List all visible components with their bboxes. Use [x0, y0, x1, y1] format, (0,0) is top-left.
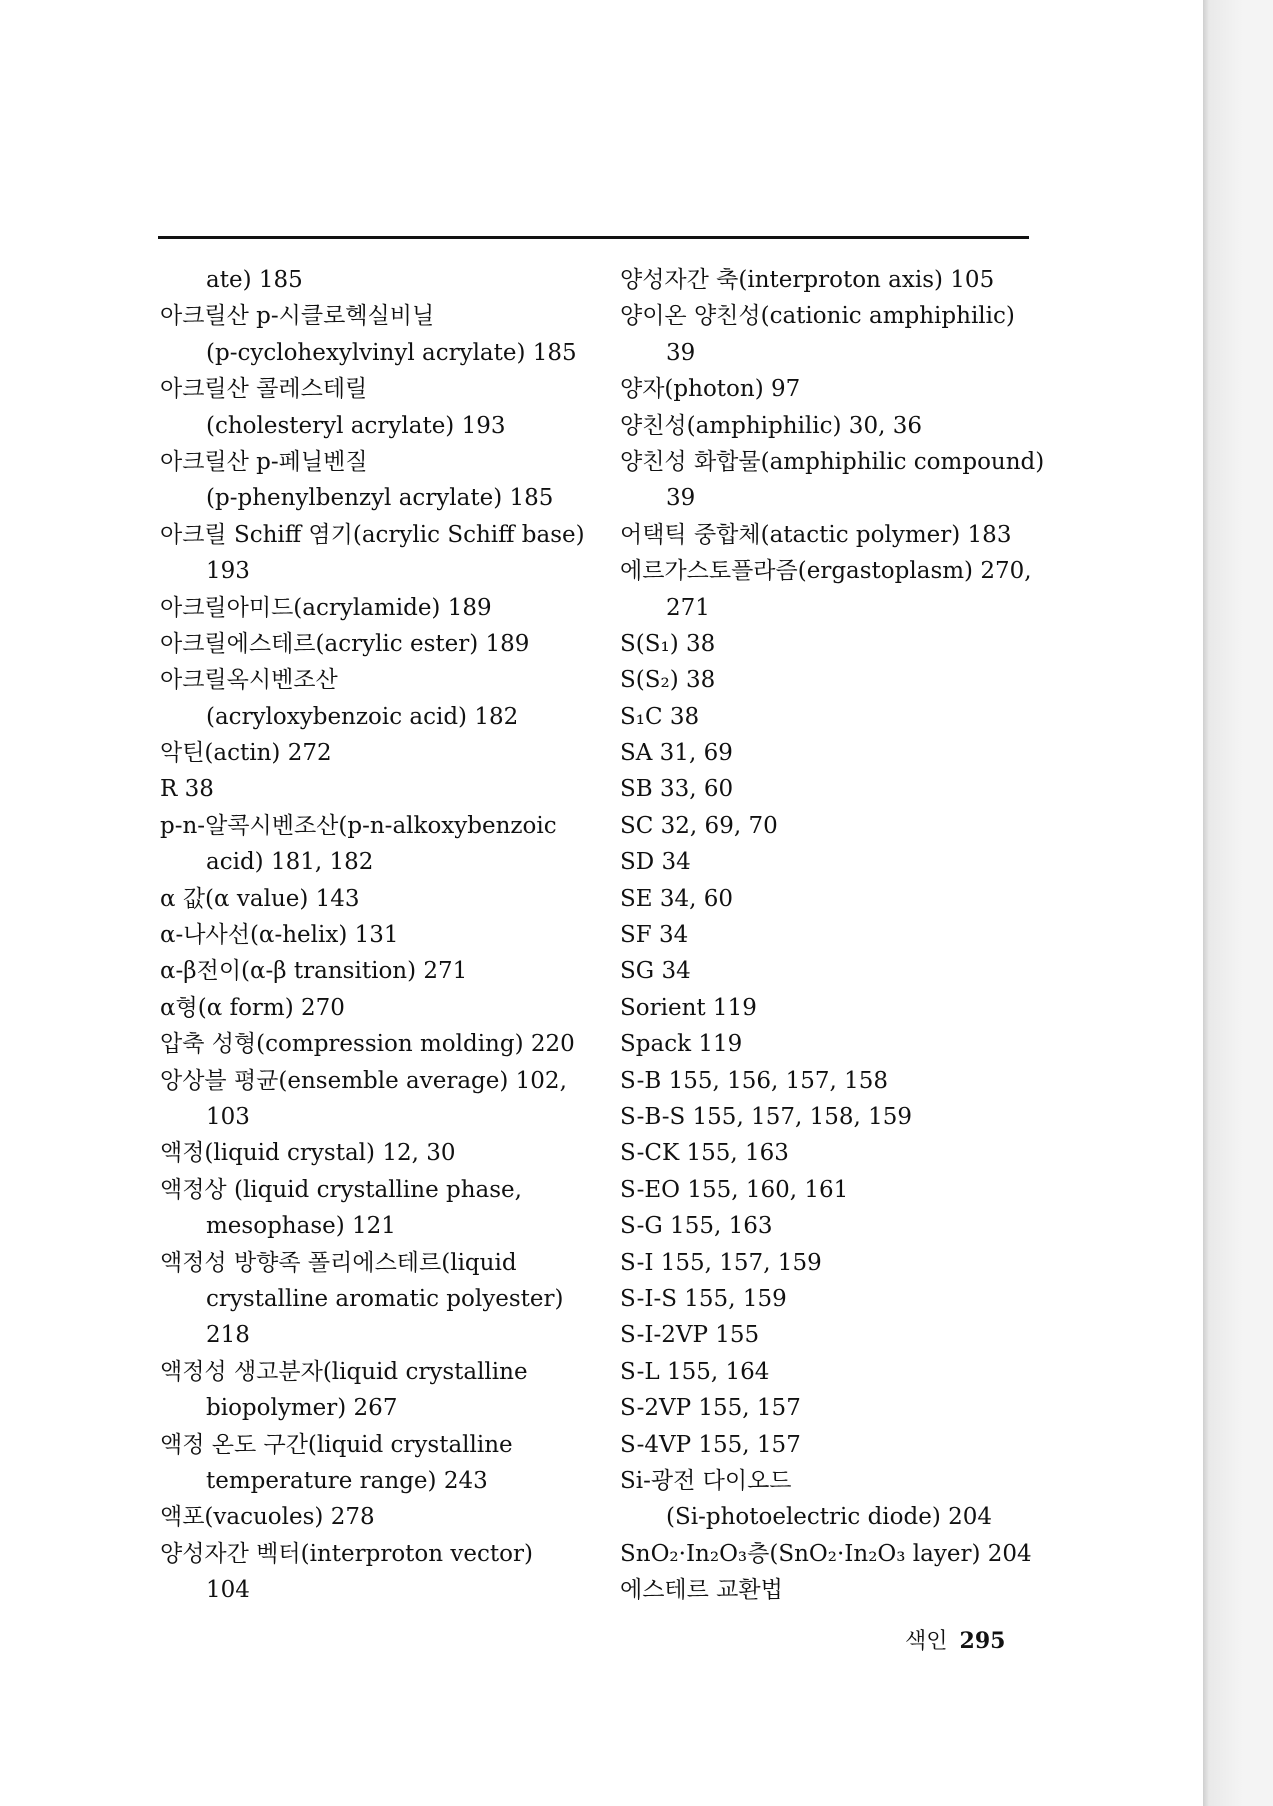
footer-label: 색인	[905, 1629, 948, 1654]
index-entry-line: 액포(vacuoles) 278	[160, 1504, 375, 1531]
index-entry-line: 에스테르 교환법	[620, 1577, 783, 1604]
index-entry-line: 양성자간 벡터(interproton vector)	[160, 1540, 533, 1567]
index-entry-line: (cholesteryl acrylate) 193	[206, 412, 506, 439]
index-entry-line: 악틴(actin) 272	[160, 740, 332, 767]
index-entry-line: S-L 155, 164	[620, 1358, 770, 1385]
index-entry-line: 양성자간 축(interproton axis) 105	[620, 267, 995, 293]
index-entry-line: crystalline aromatic polyester)	[206, 1285, 564, 1312]
index-entry-line: 양이온 양친성(cationic amphiphilic)	[620, 303, 1015, 330]
viewer-scroll-strip[interactable]	[1203, 0, 1273, 1806]
index-entry-line: 액정성 방향족 폴리에스테르(liquid	[160, 1249, 517, 1276]
index-column-left	[160, 262, 600, 1608]
index-entry-line: SA 31, 69	[620, 740, 733, 767]
index-entry-line: SE 34, 60	[620, 885, 734, 912]
index-entry-line: S(S₁) 38	[620, 630, 716, 657]
index-entry-line: mesophase) 121	[206, 1213, 396, 1240]
index-entry-line: S-EO 155, 160, 161	[620, 1176, 849, 1203]
index-entry-line: 액정(liquid crystal) 12, 30	[160, 1140, 456, 1167]
index-entry-line: SF 34	[620, 922, 689, 949]
index-entry-line: R 38	[160, 776, 214, 803]
index-entry-line: 액정 온도 구간(liquid crystalline	[160, 1431, 513, 1458]
index-entry-line: S-I 155, 157, 159	[620, 1249, 822, 1276]
index-entry-line: 아크릴 Schiff 염기(acrylic Schiff base)	[160, 521, 585, 548]
index-entry-line: temperature range) 243	[206, 1467, 488, 1494]
index-entry-line: 어택틱 중합체(atactic polymer) 183	[620, 521, 1012, 548]
index-entry-line: α 값(α value) 143	[160, 885, 360, 912]
index-entry-line: 39	[666, 339, 696, 366]
index-entry-line: Spack 119	[620, 1031, 743, 1058]
index-entry-line: SD 34	[620, 849, 691, 876]
index-column-right	[620, 262, 1050, 1608]
index-entry-line: 103	[206, 1103, 250, 1130]
index-entry-line: p-n-알콕시벤조산(p-n-alkoxybenzoic	[160, 812, 557, 839]
index-entry-line: (acryloxybenzoic acid) 182	[206, 703, 519, 730]
index-entry-line: 양자(photon) 97	[620, 376, 801, 403]
index-entry-line: 아크릴산 p-페닐벤질	[160, 448, 368, 475]
index-entry-line: SC 32, 69, 70	[620, 812, 778, 839]
index-entry-line: α-β전이(α-β transition) 271	[160, 958, 468, 985]
index-entry-line: S-B 155, 156, 157, 158	[620, 1067, 889, 1094]
index-entry-line: 271	[666, 594, 710, 621]
index-entry-line: 액정상 (liquid crystalline phase,	[160, 1176, 522, 1203]
index-entry-line: α-나사선(α-helix) 131	[160, 922, 399, 949]
index-entry-line: 앙상블 평균(ensemble average) 102,	[160, 1067, 567, 1094]
index-entry-line: S-B-S 155, 157, 158, 159	[620, 1103, 913, 1130]
index-entry-line: (p-phenylbenzyl acrylate) 185	[206, 485, 554, 512]
index-entry-line: acid) 181, 182	[206, 849, 374, 876]
index-entry-line: SB 33, 60	[620, 776, 734, 803]
index-entry-line: S-CK 155, 163	[620, 1140, 789, 1167]
index-entry-line: Sorient 119	[620, 994, 757, 1021]
index-entry-line: 압축 성형(compression molding) 220	[160, 1031, 575, 1058]
index-entry-line: 에르가스토플라즘(ergastoplasm) 270,	[620, 558, 1032, 585]
page-footer	[905, 1624, 1005, 1655]
index-entry-line: S₁C 38	[620, 703, 700, 730]
index-entry-line: 193	[206, 558, 250, 585]
index-entry-line: α형(α form) 270	[160, 994, 345, 1021]
index-entry-line: 39	[666, 485, 696, 512]
index-entry-line: S-4VP 155, 157	[620, 1431, 801, 1458]
index-entry-line: 양친성 화합물(amphiphilic compound)	[620, 448, 1045, 475]
index-entry-line: 아크릴산 콜레스테릴	[160, 376, 368, 403]
index-entry-line: biopolymer) 267	[206, 1395, 398, 1422]
index-entry-line: S-G 155, 163	[620, 1213, 773, 1240]
index-entry-line: SnO₂·In₂O₃층(SnO₂·In₂O₃ layer) 204	[620, 1540, 1032, 1567]
index-entry-line: 아크릴아미드(acrylamide) 189	[160, 594, 492, 621]
index-entry-line: 218	[206, 1322, 250, 1349]
index-entry-line: S-2VP 155, 157	[620, 1395, 801, 1422]
index-entry-line: (Si-photoelectric diode) 204	[666, 1504, 993, 1531]
index-entry-line: S(S₂) 38	[620, 667, 716, 694]
index-entry-line: 양친성(amphiphilic) 30, 36	[620, 412, 922, 439]
index-entry-line: 아크릴에스테르(acrylic ester) 189	[160, 630, 530, 657]
index-entry-line: 104	[206, 1577, 250, 1604]
index-entry-line: 아크릴옥시벤조산	[160, 667, 338, 694]
index-entry-line: S-I-S 155, 159	[620, 1285, 787, 1312]
index-entry-line: (p-cyclohexylvinyl acrylate) 185	[206, 339, 577, 366]
index-entry-line: 아크릴산 p-시클로헥실비닐	[160, 303, 435, 330]
page-number: 295	[959, 1628, 1006, 1654]
index-entry-line: SG 34	[620, 958, 691, 985]
index-entry-line: Si-광전 다이오드	[620, 1467, 792, 1494]
index-entry-line: 액정성 생고분자(liquid crystalline	[160, 1358, 528, 1385]
header-rule	[158, 236, 1029, 239]
index-entry-line: S-I-2VP 155	[620, 1322, 760, 1349]
index-entry-line: ate) 185	[206, 267, 303, 293]
